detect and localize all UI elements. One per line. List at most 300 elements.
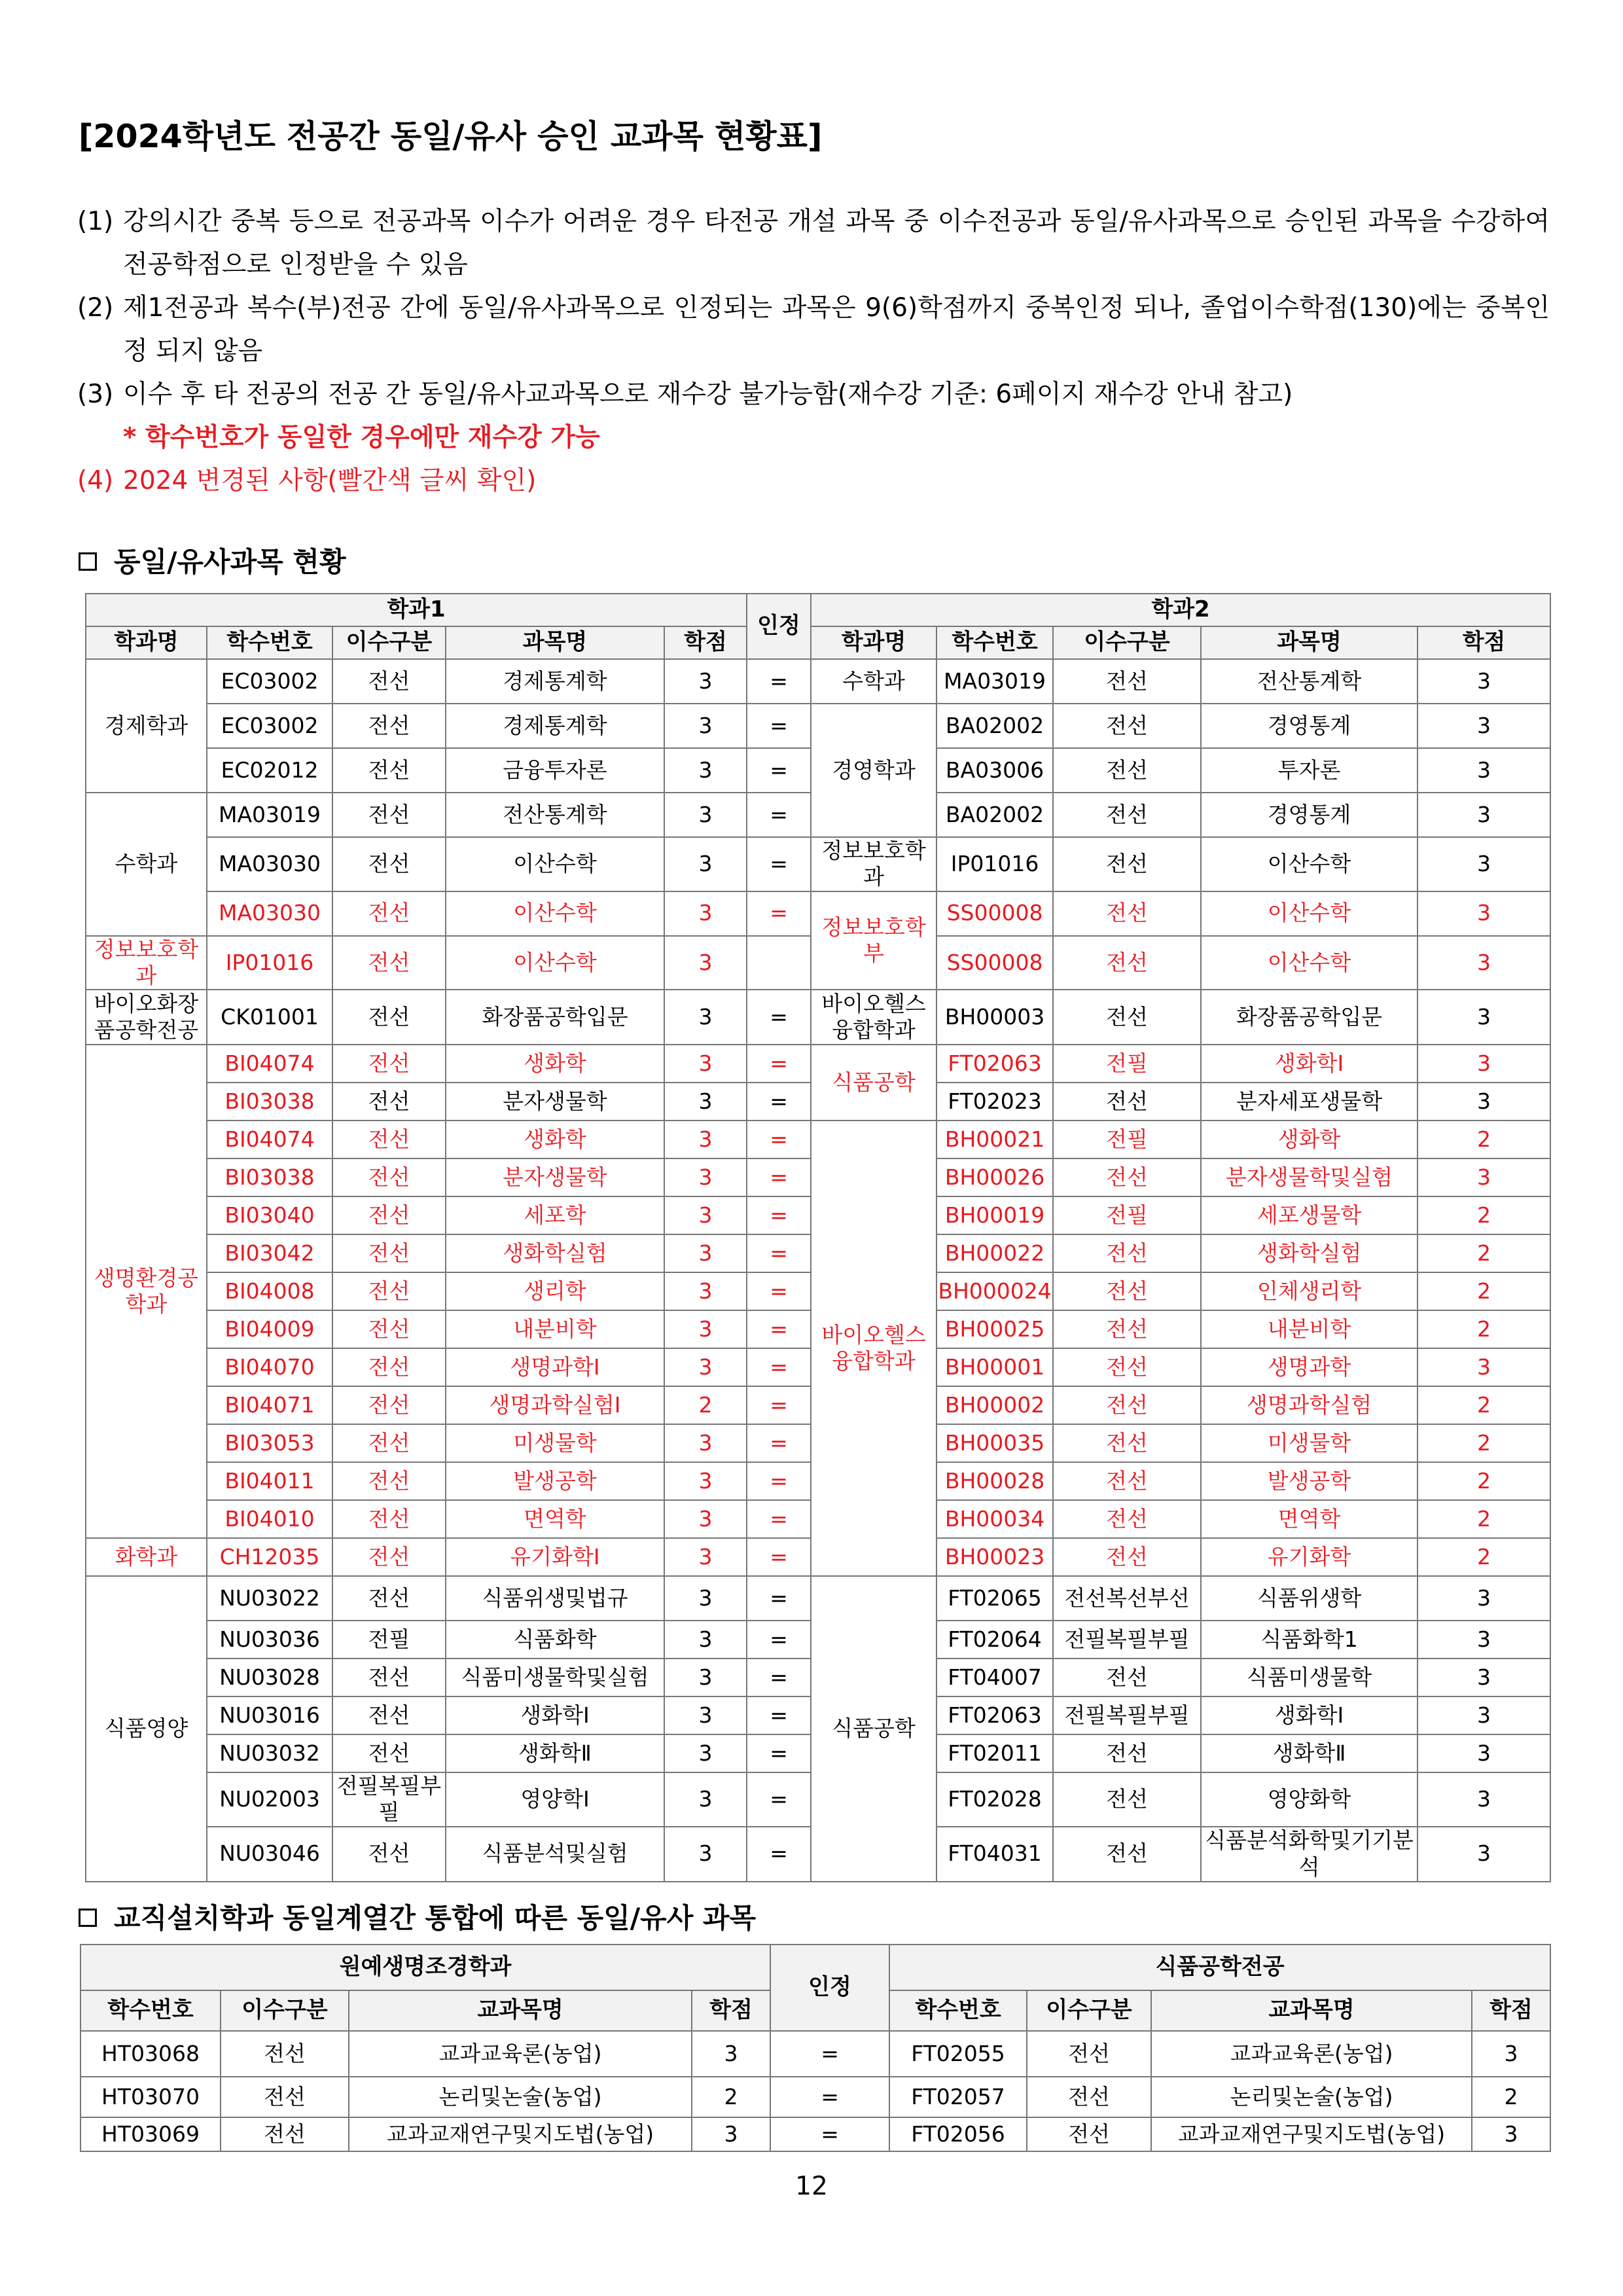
checkbox-square-icon [79, 1909, 97, 1927]
credits-cell: 2 [1418, 1196, 1550, 1234]
course-name-cell: 면역학 [446, 1500, 664, 1538]
course-code-cell: BI04070 [207, 1348, 332, 1386]
course-name-cell: 경제통계학 [446, 659, 664, 704]
note-number: (2) [77, 293, 114, 323]
credits-cell: 3 [1418, 1772, 1550, 1827]
course-name-cell: 이산수학 [446, 891, 664, 936]
approve-mark-cell: = [747, 1272, 811, 1310]
credits-cell: 3 [664, 1659, 747, 1696]
course-code-cell: NU03032 [207, 1734, 332, 1772]
approve-mark-cell: = [747, 1538, 811, 1576]
table-row [86, 837, 1550, 891]
course-name-cell: 생화학Ⅰ [446, 1696, 664, 1734]
column-header: 학점 [1472, 1990, 1550, 2031]
category-cell: 전선 [1053, 793, 1201, 837]
credits-cell: 3 [664, 1045, 747, 1083]
course-name-cell: 식품분석및실험 [446, 1827, 664, 1882]
course-code-cell: EC02012 [207, 748, 332, 793]
approve-mark-cell: = [747, 1045, 811, 1083]
course-code-cell: BI04008 [207, 1272, 332, 1310]
note-2 [77, 287, 1550, 373]
course-name-cell: 이산수학 [446, 936, 664, 990]
credits-cell: 3 [1418, 1083, 1550, 1121]
approve-header: 인정 [770, 1945, 889, 2031]
category-cell: 전선 [332, 1158, 446, 1196]
column-header: 학과명 [811, 626, 936, 659]
course-name-cell: 내분비학 [1201, 1310, 1418, 1348]
column-header: 이수구분 [1027, 1990, 1151, 2031]
course-code-cell: BH00019 [936, 1196, 1053, 1234]
course-code-cell: FT02023 [936, 1083, 1053, 1121]
course-code-cell: BI04071 [207, 1386, 332, 1424]
course-name-cell: 발생공학 [446, 1462, 664, 1500]
approve-mark-cell: = [747, 1500, 811, 1538]
category-cell: 전선 [332, 1659, 446, 1696]
category-cell: 전선 [332, 1386, 446, 1424]
course-code-cell: SS00008 [936, 891, 1053, 936]
approve-mark-cell: = [770, 2077, 889, 2117]
approve-mark-cell: = [747, 1827, 811, 1882]
category-cell: 전선 [1027, 2117, 1151, 2151]
credits-cell: 2 [1418, 1462, 1550, 1500]
category-cell: 전선 [332, 748, 446, 793]
category-cell: 전선 [332, 1310, 446, 1348]
category-cell: 전선 [332, 1234, 446, 1272]
course-name-cell: 세포학 [446, 1196, 664, 1234]
credits-cell: 3 [1418, 936, 1550, 990]
course-name-cell: 식품화학 [446, 1621, 664, 1659]
category-cell: 전선 [1053, 1538, 1201, 1576]
course-name-cell: 생명과학 [1201, 1348, 1418, 1386]
course-code-cell: HT03069 [80, 2117, 221, 2151]
category-cell: 전선 [1053, 1083, 1201, 1121]
course-name-cell: 생화학 [1201, 1121, 1418, 1158]
course-name-cell: 영양화학 [1201, 1772, 1418, 1827]
dept2-name-cell: 경영학과 [811, 704, 936, 837]
credits-cell: 3 [664, 1272, 747, 1310]
category-cell: 전선 [1053, 704, 1201, 748]
course-code-cell: EC03002 [207, 704, 332, 748]
credits-cell: 3 [664, 793, 747, 837]
table-row [80, 2031, 1550, 2077]
credits-cell: 3 [664, 1348, 747, 1386]
category-cell: 전선 [332, 1827, 446, 1882]
dept1-name-cell: 바이오화장품공학전공 [86, 990, 207, 1045]
course-name-cell: 식품위생및법규 [446, 1576, 664, 1621]
credits-cell: 3 [1418, 1659, 1550, 1696]
credits-cell: 2 [1472, 2077, 1550, 2117]
course-name-cell: 이산수학 [1201, 891, 1418, 936]
approve-mark-cell: = [747, 1348, 811, 1386]
group-header-dept2: 학과2 [811, 594, 1550, 626]
course-code-cell: HT03070 [80, 2077, 221, 2117]
credits-cell: 3 [664, 1158, 747, 1196]
course-name-cell: 생명과학실험 [1201, 1386, 1418, 1424]
course-code-cell: BI03042 [207, 1234, 332, 1272]
course-code-cell: BI04010 [207, 1500, 332, 1538]
category-cell: 전선 [1053, 1772, 1201, 1827]
dept2-name-cell: 정보보호학부 [811, 891, 936, 990]
column-header: 이수구분 [221, 1990, 349, 2031]
column-header: 이수구분 [332, 626, 446, 659]
course-code-cell: MA03030 [207, 837, 332, 891]
approve-mark-cell: = [747, 1234, 811, 1272]
course-name-cell: 분자세포생물학 [1201, 1083, 1418, 1121]
credits-cell: 3 [1418, 1045, 1550, 1083]
table-row [86, 1576, 1550, 1621]
course-name-cell: 생명과학실험Ⅰ [446, 1386, 664, 1424]
course-code-cell: BH00035 [936, 1424, 1053, 1462]
course-code-cell: FT02065 [936, 1576, 1053, 1621]
category-cell: 전선 [332, 1734, 446, 1772]
notes-list [77, 200, 1550, 503]
credits-cell: 3 [664, 1121, 747, 1158]
category-cell: 전선 [1053, 1348, 1201, 1386]
course-code-cell: BH00023 [936, 1538, 1053, 1576]
category-cell: 전선 [1053, 748, 1201, 793]
approve-mark-cell: = [747, 793, 811, 837]
credits-cell: 3 [1472, 2031, 1550, 2077]
category-cell: 전선 [1027, 2031, 1151, 2077]
column-header: 학수번호 [207, 626, 332, 659]
page-title: [2024학년도 전공간 동일/유사 승인 교과목 현황표] [79, 118, 823, 155]
course-code-cell: IP01016 [207, 936, 332, 990]
approve-mark-cell: = [747, 1696, 811, 1734]
category-cell: 전필복필부필 [1053, 1696, 1201, 1734]
category-cell: 전선 [332, 1500, 446, 1538]
credits-cell: 3 [664, 1234, 747, 1272]
course-name-cell: 생화학I [1201, 1696, 1418, 1734]
course-name-cell: 식품분석화학및기기분석 [1201, 1827, 1418, 1882]
credits-cell: 2 [692, 2077, 770, 2117]
note-3 [77, 373, 1550, 416]
course-code-cell: BA03006 [936, 748, 1053, 793]
category-cell: 전선 [332, 1696, 446, 1734]
approve-mark-cell: = [747, 1621, 811, 1659]
credits-cell: 3 [1418, 1348, 1550, 1386]
course-name-cell: 논리및논술(농업) [349, 2077, 692, 2117]
credits-cell: 3 [1418, 1734, 1550, 1772]
course-name-cell: 교과교육론(농업) [349, 2031, 692, 2077]
credits-cell: 3 [1418, 704, 1550, 748]
category-cell: 전선 [332, 1045, 446, 1083]
section-heading-equivalent-courses [79, 541, 346, 580]
course-code-cell: BH00021 [936, 1121, 1053, 1158]
course-name-cell: 생화학I [1201, 1045, 1418, 1083]
credits-cell: 3 [692, 2117, 770, 2151]
category-cell: 전선 [1053, 837, 1201, 891]
course-code-cell: FT02063 [936, 1696, 1053, 1734]
section-heading-teacher-training-courses [79, 1897, 756, 1936]
column-header: 학수번호 [889, 1990, 1027, 2031]
course-code-cell: BH00026 [936, 1158, 1053, 1196]
course-name-cell: 교과교육론(농업) [1151, 2031, 1472, 2077]
credits-cell: 3 [664, 837, 747, 891]
course-code-cell: FT02028 [936, 1772, 1053, 1827]
course-code-cell: BH00003 [936, 990, 1053, 1045]
course-name-cell: 생명과학Ⅰ [446, 1348, 664, 1386]
course-code-cell: BH00025 [936, 1310, 1053, 1348]
course-name-cell: 식품미생물학및실험 [446, 1659, 664, 1696]
category-cell: 전선 [1053, 1462, 1201, 1500]
course-name-cell: 세포생물학 [1201, 1196, 1418, 1234]
course-name-cell: 전산통계학 [1201, 659, 1418, 704]
course-code-cell: HT03068 [80, 2031, 221, 2077]
table-row [86, 1045, 1550, 1083]
credits-cell: 2 [1418, 1500, 1550, 1538]
course-name-cell: 전산통계학 [446, 793, 664, 837]
note-text: 강의시간 중복 등으로 전공과목 이수가 어려운 경우 타전공 개설 과목 중 이수전공과 동일/유사과목으로 승인된 과목을 수강하여 전공학점으로 인정받을 수 있음 [123, 207, 1550, 279]
credits-cell: 3 [1418, 1621, 1550, 1659]
column-header: 학수번호 [936, 626, 1053, 659]
category-cell: 전선 [1053, 936, 1201, 990]
course-code-cell: BI04074 [207, 1045, 332, 1083]
course-code-cell: BA02002 [936, 704, 1053, 748]
credits-cell: 3 [664, 1621, 747, 1659]
category-cell: 전선 [332, 990, 446, 1045]
credits-cell: 3 [1418, 990, 1550, 1045]
approve-mark-cell: = [747, 1386, 811, 1424]
course-name-cell: 분자생물학 [446, 1083, 664, 1121]
table-row [86, 891, 1550, 936]
course-name-cell: 생화학Ⅱ [1201, 1734, 1418, 1772]
table-row [86, 1121, 1550, 1158]
course-code-cell: FT04007 [936, 1659, 1053, 1696]
approve-mark-cell: = [747, 891, 811, 936]
approve-mark-cell: = [747, 837, 811, 891]
column-header: 교과목명 [349, 1990, 692, 2031]
course-name-cell: 식품미생물학 [1201, 1659, 1418, 1696]
course-name-cell: 미생물학 [1201, 1424, 1418, 1462]
category-cell: 전선 [1053, 1310, 1201, 1348]
course-name-cell: 식품화학1 [1201, 1621, 1418, 1659]
course-code-cell: MA03030 [207, 891, 332, 936]
approve-mark-cell: = [747, 1196, 811, 1234]
note-text: 이수 후 타 전공의 전공 간 동일/유사교과목으로 재수강 불가능함(재수강 기준: 6페이지 재수강 안내 참고) [123, 380, 1293, 409]
approve-header: 인정 [747, 594, 811, 659]
credits-cell: 3 [664, 1734, 747, 1772]
note-number: (4) [77, 466, 114, 495]
category-cell: 전선 [1027, 2077, 1151, 2117]
category-cell: 전선 [332, 659, 446, 704]
approve-mark-cell: = [770, 2117, 889, 2151]
course-name-cell: 투자론 [1201, 748, 1418, 793]
category-cell: 전선 [1053, 1659, 1201, 1696]
course-code-cell: CK01001 [207, 990, 332, 1045]
course-name-cell: 경영통계 [1201, 793, 1418, 837]
category-cell: 전선 [1053, 891, 1201, 936]
course-code-cell: MA03019 [936, 659, 1053, 704]
category-cell: 전선 [332, 1083, 446, 1121]
section-heading-text: 교직설치학과 동일계열간 통합에 따른 동일/유사 과목 [114, 1902, 757, 1934]
course-name-cell: 이산수학 [1201, 837, 1418, 891]
course-code-cell: BI03038 [207, 1158, 332, 1196]
course-name-cell: 화장품공학입문 [446, 990, 664, 1045]
credits-cell: 3 [1418, 1827, 1550, 1882]
course-name-cell: 교과교재연구및지도법(농업) [349, 2117, 692, 2151]
approve-mark-cell: = [747, 1310, 811, 1348]
approve-mark-cell: = [747, 748, 811, 793]
course-code-cell: FT04031 [936, 1827, 1053, 1882]
course-code-cell: CH12035 [207, 1538, 332, 1576]
credits-cell: 3 [1418, 1576, 1550, 1621]
dept2-name-cell: 바이오헬스융합학과 [811, 990, 936, 1045]
note-number: (1) [77, 207, 114, 236]
dept1-name-cell: 정보보호학과 [86, 936, 207, 990]
credits-cell: 3 [664, 1500, 747, 1538]
course-code-cell: BI03038 [207, 1083, 332, 1121]
credits-cell: 3 [664, 748, 747, 793]
course-name-cell: 유기화학 [1201, 1538, 1418, 1576]
column-header: 교과목명 [1151, 1990, 1472, 2031]
credits-cell: 3 [664, 1576, 747, 1621]
dept2-name-cell: 식품공학 [811, 1576, 936, 1882]
credits-cell: 2 [1418, 1121, 1550, 1158]
credits-cell: 3 [664, 659, 747, 704]
category-cell: 전선 [1053, 1386, 1201, 1424]
credits-cell: 3 [664, 936, 747, 990]
category-cell: 전선 [332, 1196, 446, 1234]
approve-mark-cell: = [747, 659, 811, 704]
course-code-cell: FT02057 [889, 2077, 1027, 2117]
dept2-name-cell: 수학과 [811, 659, 936, 704]
category-cell: 전선 [1053, 1272, 1201, 1310]
approve-mark-cell: = [747, 990, 811, 1045]
section-heading-text: 동일/유사과목 현황 [114, 546, 346, 578]
credits-cell: 3 [664, 1772, 747, 1827]
dept2-name-cell: 식품공학 [811, 1045, 936, 1121]
note-text: 2024 변경된 사항(빨간색 글씨 확인) [123, 466, 537, 495]
course-name-cell: 분자생물학 [446, 1158, 664, 1196]
credits-cell: 2 [1418, 1234, 1550, 1272]
credits-cell: 3 [1418, 891, 1550, 936]
column-header: 이수구분 [1053, 626, 1201, 659]
category-cell: 전선 [332, 793, 446, 837]
category-cell: 전선 [332, 1424, 446, 1462]
credits-cell: 3 [664, 990, 747, 1045]
category-cell: 전선 [332, 704, 446, 748]
group-header-dept1: 원예생명조경학과 [80, 1945, 770, 1990]
category-cell: 전필 [332, 1621, 446, 1659]
category-cell: 전선 [1053, 1734, 1201, 1772]
category-cell: 전선 [221, 2031, 349, 2077]
category-cell: 전선 [1053, 990, 1201, 1045]
teacher-training-courses-table [80, 1944, 1551, 2152]
table-row [86, 990, 1550, 1045]
credits-cell: 3 [664, 704, 747, 748]
category-cell: 전선 [332, 1348, 446, 1386]
course-code-cell: NU03016 [207, 1696, 332, 1734]
credits-cell: 3 [1418, 793, 1550, 837]
course-code-cell: BH00001 [936, 1348, 1053, 1386]
column-header: 과목명 [1201, 626, 1418, 659]
course-code-cell: SS00008 [936, 936, 1053, 990]
course-name-cell: 생화학 [446, 1045, 664, 1083]
course-code-cell: BH00002 [936, 1386, 1053, 1424]
table-row [86, 704, 1550, 748]
category-cell: 전필 [1053, 1121, 1201, 1158]
course-code-cell: FT02064 [936, 1621, 1053, 1659]
course-code-cell: FT02056 [889, 2117, 1027, 2151]
dept2-name-cell: 정보보호학과 [811, 837, 936, 891]
course-code-cell: BH00022 [936, 1234, 1053, 1272]
approve-mark-cell [747, 936, 811, 990]
note-4 [77, 459, 1550, 503]
table-row [80, 2117, 1550, 2151]
credits-cell: 2 [1418, 1424, 1550, 1462]
credits-cell: 3 [1418, 659, 1550, 704]
course-name-cell: 미생물학 [446, 1424, 664, 1462]
course-name-cell: 생화학 [446, 1121, 664, 1158]
group-header-dept1: 학과1 [86, 594, 747, 626]
approve-mark-cell: = [770, 2031, 889, 2077]
equivalent-courses-table [85, 593, 1551, 1882]
course-code-cell: BI03053 [207, 1424, 332, 1462]
course-code-cell: BH000024 [936, 1272, 1053, 1310]
category-cell: 전선 [332, 1272, 446, 1310]
course-name-cell: 이산수학 [1201, 936, 1418, 990]
category-cell: 전선 [332, 1462, 446, 1500]
course-code-cell: BI04009 [207, 1310, 332, 1348]
approve-mark-cell: = [747, 1158, 811, 1196]
course-name-cell: 생화학Ⅱ [446, 1734, 664, 1772]
credits-cell: 3 [664, 1424, 747, 1462]
category-cell: 전선 [1053, 1827, 1201, 1882]
approve-mark-cell: = [747, 1576, 811, 1621]
course-name-cell: 논리및논술(농업) [1151, 2077, 1472, 2117]
course-name-cell: 식품위생학 [1201, 1576, 1418, 1621]
category-cell: 전필 [1053, 1196, 1201, 1234]
page-number [0, 2172, 1623, 2201]
page-number-text: 12 [795, 2172, 828, 2201]
course-name-cell: 분자생물학및실험 [1201, 1158, 1418, 1196]
credits-cell: 2 [664, 1386, 747, 1424]
course-code-cell: FT02063 [936, 1045, 1053, 1083]
credits-cell: 3 [692, 2031, 770, 2077]
note-3-emphasis: * 학수번호가 동일한 경우에만 재수강 가능 [123, 423, 600, 452]
credits-cell: 3 [664, 1827, 747, 1882]
course-code-cell: IP01016 [936, 837, 1053, 891]
course-name-cell: 생화학실험 [1201, 1234, 1418, 1272]
course-name-cell: 유기화학Ⅰ [446, 1538, 664, 1576]
credits-cell: 3 [1418, 837, 1550, 891]
column-header: 과목명 [446, 626, 664, 659]
course-code-cell: BI04074 [207, 1121, 332, 1158]
table-row [86, 659, 1550, 704]
credits-cell: 3 [664, 1083, 747, 1121]
course-code-cell: MA03019 [207, 793, 332, 837]
course-name-cell: 발생공학 [1201, 1462, 1418, 1500]
credits-cell: 3 [1418, 748, 1550, 793]
course-code-cell: BI03040 [207, 1196, 332, 1234]
approve-mark-cell: = [747, 1462, 811, 1500]
category-cell: 전필 [1053, 1045, 1201, 1083]
category-cell: 전선 [332, 936, 446, 990]
course-code-cell: BH00034 [936, 1500, 1053, 1538]
category-cell: 전선복선부선 [1053, 1576, 1201, 1621]
category-cell: 전선 [1053, 659, 1201, 704]
note-number: (3) [77, 380, 114, 409]
course-name-cell: 인체생리학 [1201, 1272, 1418, 1310]
course-code-cell: NU03036 [207, 1621, 332, 1659]
category-cell: 전선 [1053, 1500, 1201, 1538]
credits-cell: 3 [664, 1196, 747, 1234]
course-name-cell: 경영통계 [1201, 704, 1418, 748]
approve-mark-cell: = [747, 1424, 811, 1462]
category-cell: 전선 [221, 2077, 349, 2117]
category-cell: 전선 [332, 837, 446, 891]
credits-cell: 2 [1418, 1538, 1550, 1576]
